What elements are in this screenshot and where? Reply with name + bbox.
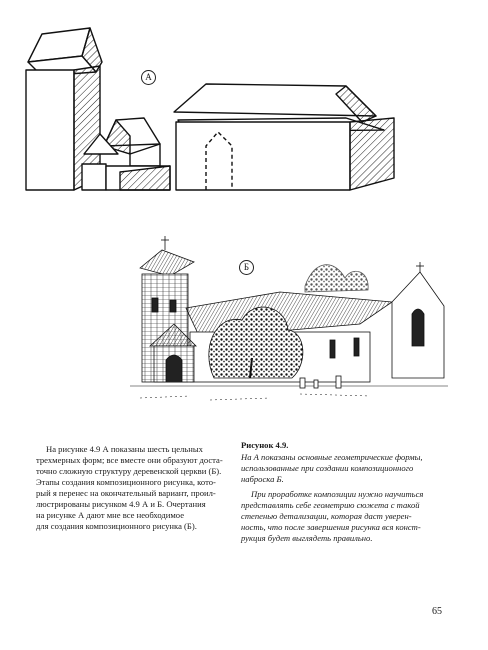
caption-line: рукция будет выглядеть правильно.	[241, 533, 373, 543]
body-line: Этапы создания композиционного рисунка, кото-	[36, 477, 216, 487]
nave-form	[174, 84, 394, 190]
caption-line: На А показаны основные геометрические формы,	[241, 452, 423, 462]
figure-caption	[241, 440, 451, 544]
body-line: точно сложную структуру деревенской церкви (Б).	[36, 466, 222, 476]
page-number: 65	[432, 606, 442, 617]
body-line: для создания композиционного рисунка (Б).	[36, 521, 197, 531]
caption-line: степенью детализации, которая даст уверен-	[241, 511, 412, 521]
figure-b-marker: Б	[239, 260, 254, 275]
body-line: На рисунке 4.9 А показаны шесть цельных	[46, 444, 203, 454]
body-line: люстрированы рисунком 4.9 А и Б. Очертания	[36, 499, 206, 509]
geometric-forms-figure	[20, 14, 420, 196]
body-line: рый я перенес на окончательный вариант, проил-	[36, 488, 216, 498]
caption-title: Рисунок 4.9.	[241, 440, 289, 450]
body-line: трехмерных форм; все вместе они образуют доста-	[36, 455, 223, 465]
church-sketch-figure	[130, 228, 448, 418]
body-paragraph	[36, 444, 236, 532]
caption-line: наброска Б.	[241, 474, 284, 484]
figure-a-marker: А	[141, 70, 156, 85]
caption-line: использованные при создании композиционного	[241, 463, 414, 473]
caption-line: При проработке композиции нужно научиться	[251, 489, 424, 499]
caption-line: представлять себе геометрию сюжета с такой	[241, 500, 420, 510]
body-line: на рисунке А дают мне все необходимое	[36, 510, 185, 520]
caption-line: ность, что после завершения рисунка вся конст-	[241, 522, 421, 532]
